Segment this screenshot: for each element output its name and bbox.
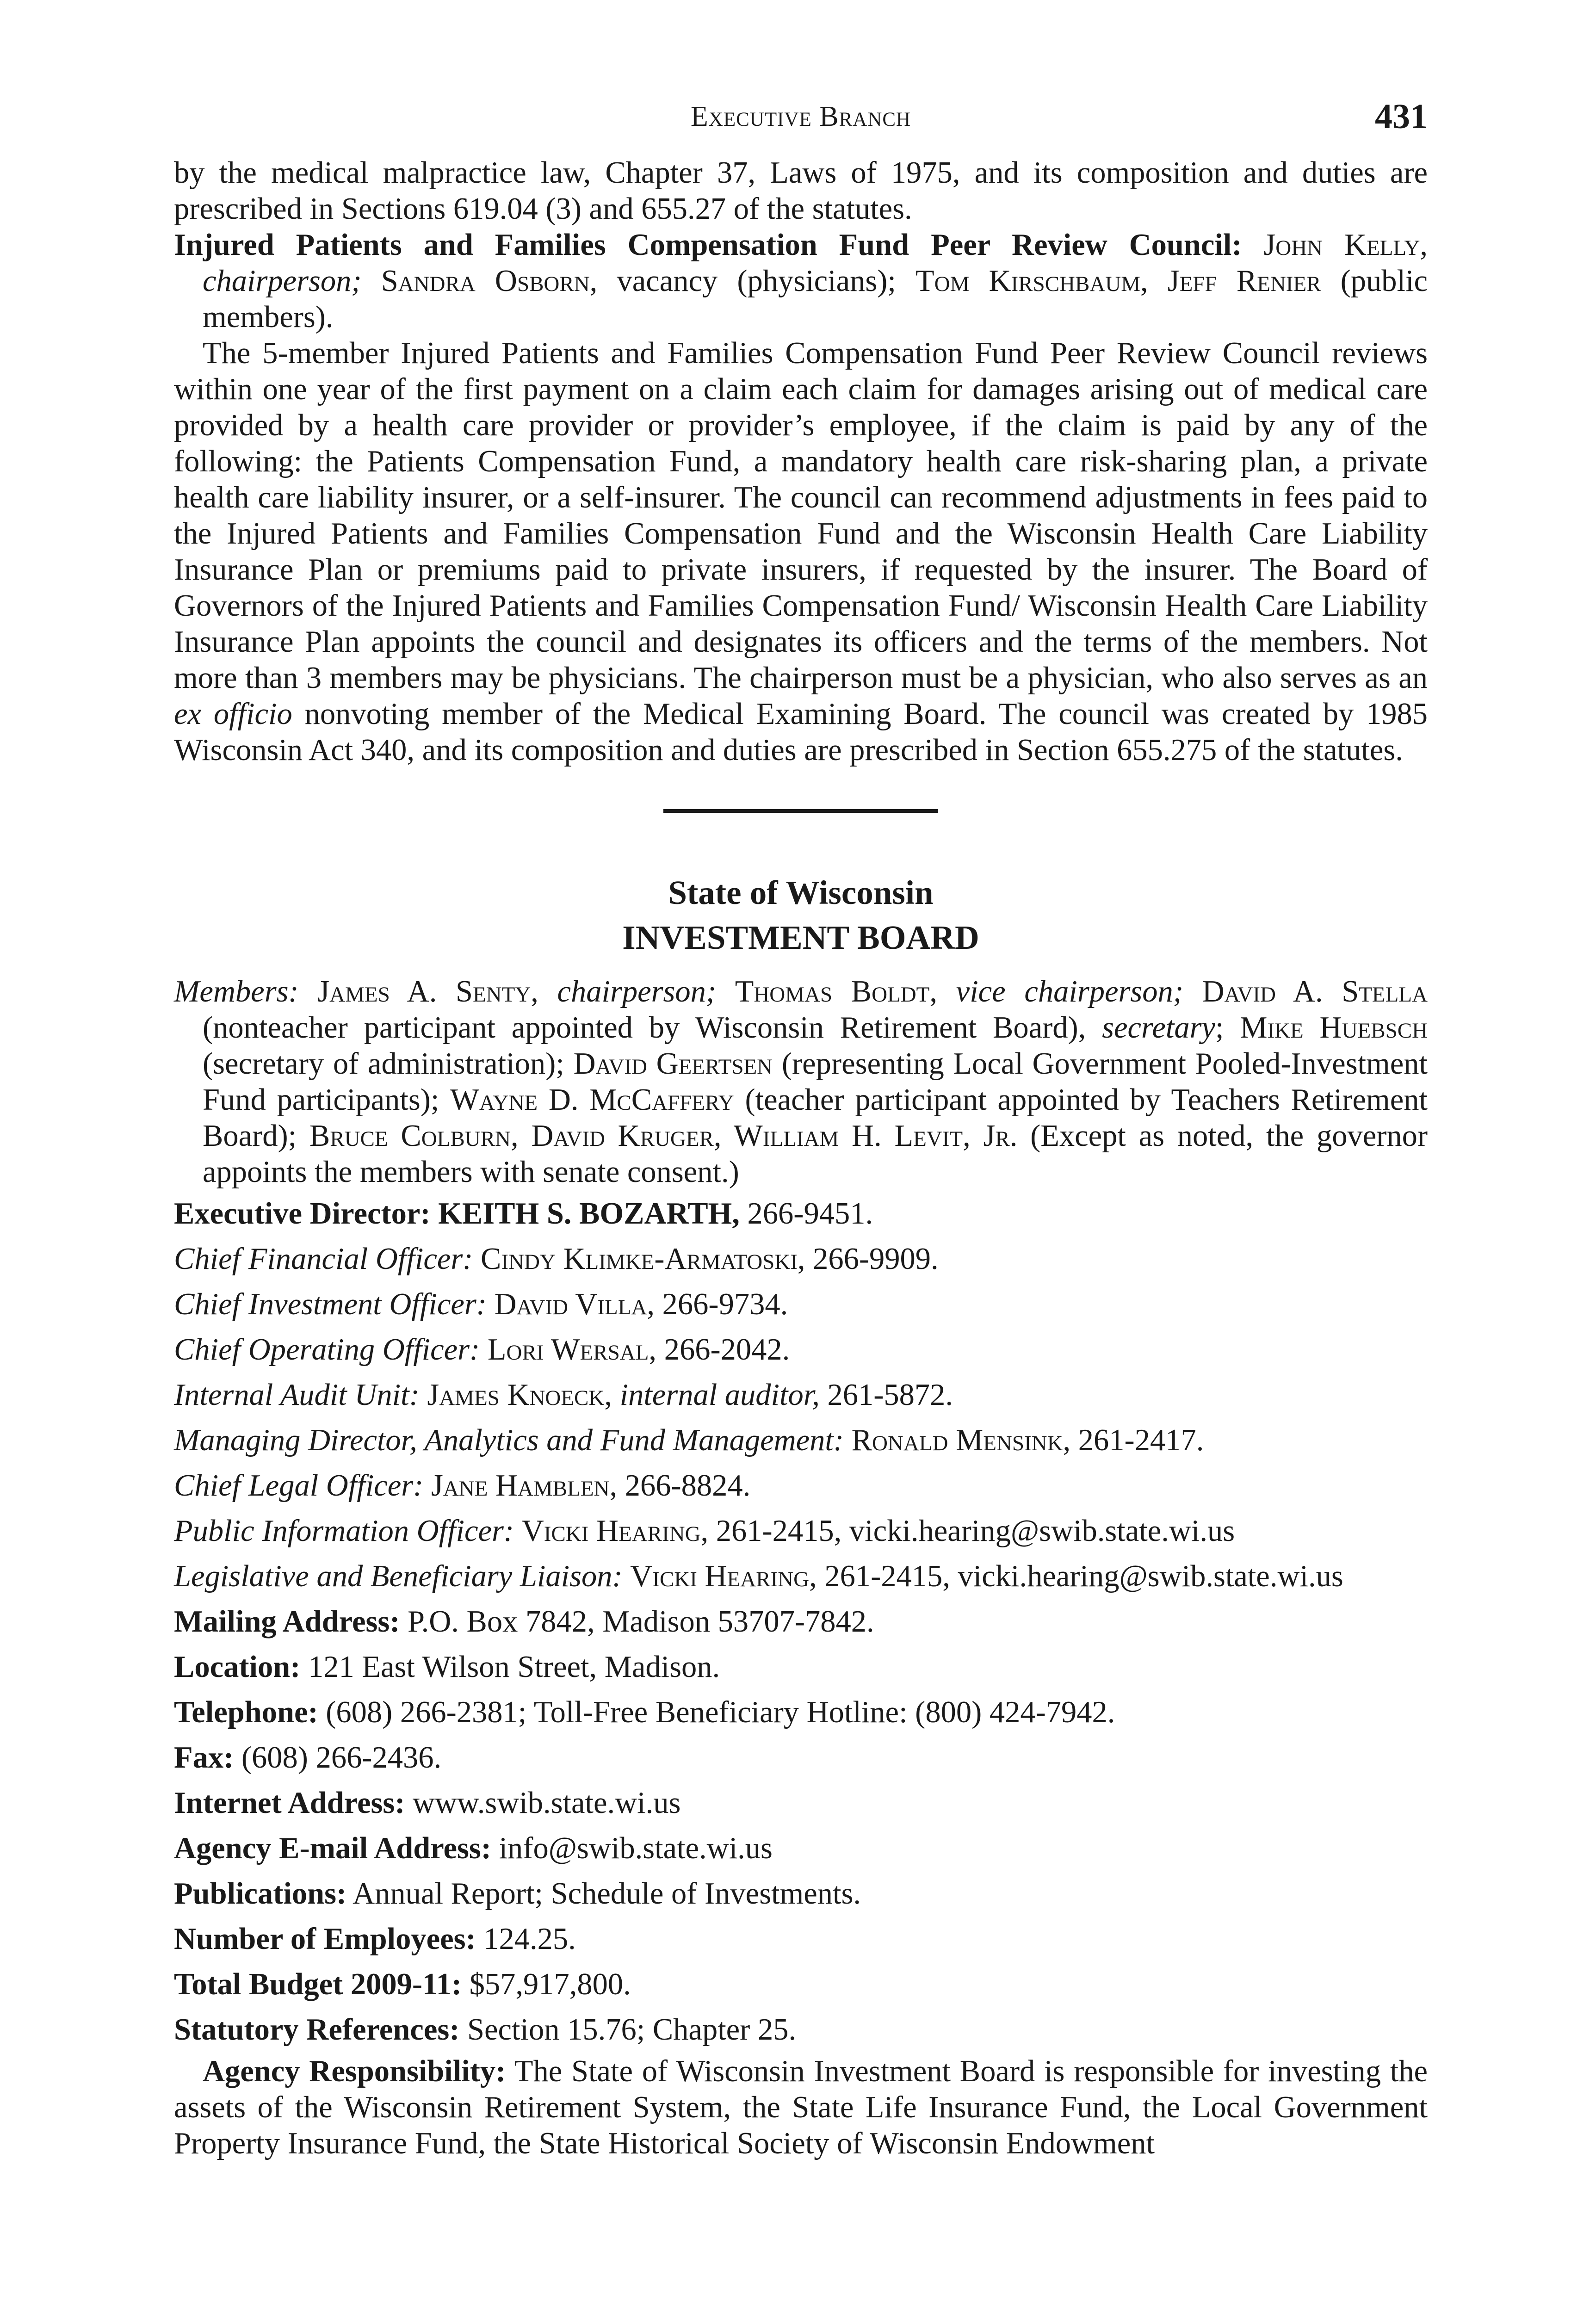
member-2-role: vice chairperson; [956, 975, 1183, 1008]
officer-name: Lori Wersal, [487, 1333, 657, 1367]
officer-detail: 266-9909. [813, 1242, 939, 1276]
title-line-2: INVESTMENT BOARD [622, 919, 979, 956]
contact-row [174, 1831, 1428, 1867]
contact-value: (608) 266-2436. [241, 1741, 442, 1775]
officer-name: Jane Hamblen, [431, 1469, 618, 1503]
agency-responsibility [174, 2053, 1428, 2162]
public-members: Tom Kirschbaum, Jeff Renier [916, 264, 1321, 298]
officer-name: Vicki Hearing, [521, 1514, 709, 1548]
contact-row [174, 1876, 1428, 1912]
officer-detail: 261-2415, vicki.hearing@swib.state.wi.us [824, 1559, 1343, 1593]
member-6-note: (teacher participant appointed by Teachers Retirement Board); [203, 1083, 1428, 1153]
member-1-role: chairperson; [557, 975, 717, 1008]
contact-row [174, 1921, 1428, 1957]
contact-label: Total Budget 2009-11: [174, 1967, 462, 2001]
contact-label: Internet Address: [174, 1786, 405, 1820]
contact-value: Annual Report; Schedule of Investments. [353, 1877, 861, 1911]
peer-review-heading: Injured Patients and Families Compensation Fund Peer Review Council: [174, 228, 1242, 262]
page [174, 90, 1428, 2162]
contact-row [174, 1649, 1428, 1685]
member-name: Sandra Osborn, [381, 264, 598, 298]
responsibility-text: The State of Wisconsin Investment Board is responsible for investing the assets of the Wisconsin Retirement System, the State Life Insurance Fund, the Local Government Property Insurance Fund, the State Historical Society of Wisconsin Endowment [174, 2054, 1428, 2160]
intro-paragraph: by the medical malpractice law, Chapter 37, Laws of 1975, and its composition and duties are prescribed in Sections 619.04 (3) and 655.27 of the statutes. [174, 156, 1428, 226]
exec-label: Executive Director: KEITH S. BOZARTH, [174, 1197, 740, 1231]
contact-row [174, 1785, 1428, 1821]
member-5-note: (representing Local Government Pooled-Investment Fund participants); [203, 1047, 1428, 1117]
executive-director [174, 1196, 1428, 1232]
officer-row [174, 1558, 1428, 1595]
contact-value: Section 15.76; Chapter 25. [467, 2013, 797, 2047]
description-text-1: The 5-member Injured Patients and Families Compensation Fund Peer Review Council reviews within one year of the first payment on a claim each claim for damages arising out of medical care provided by a health care provider or provider’s employee, if the claim is paid by any of the following: the Patients Compensation Fund, a mandatory health care risk-sharing plan, a private health care liability insurer, or a self-insurer. The council can recommend adjustments in fees paid to the Injured Patients and Families Compensation Fund and the Wisconsin Health Care Liability Insurance Plan or premiums paid to private insurers, if requested by the insurer. The Board of Governors of the Injured Patients and Families Compensation Fund/ Wisconsin Health Care Liability Insurance Plan appoints the council and designates its officers and the terms of the members. Not more than 3 members may be physicians. The chairperson must be a physician, who also serves as an [174, 336, 1428, 695]
responsibility-label: Agency Responsibility: [203, 2054, 506, 2088]
member-1-name: James A. Senty, [317, 975, 538, 1008]
exec-phone: 266-9451. [747, 1197, 873, 1231]
title-line-1: State of Wisconsin [668, 874, 934, 911]
officer-row [174, 1513, 1428, 1549]
member-6-name: Wayne D. McCaffery [450, 1083, 734, 1117]
contact-value: info@swib.state.wi.us [499, 1831, 773, 1865]
officer-title: Internal Audit Unit: [174, 1378, 420, 1412]
member-3-name: David A. Stella [1202, 975, 1428, 1008]
officer-role: internal auditor, [619, 1378, 820, 1412]
officer-row [174, 1286, 1428, 1323]
contact-label: Telephone: [174, 1695, 318, 1729]
officer-title: Chief Operating Officer: [174, 1333, 480, 1367]
officer-detail: 266-8824. [625, 1469, 751, 1503]
contact-value: P.O. Box 7842, Madison 53707-7842. [407, 1605, 874, 1639]
officer-title: Chief Investment Officer: [174, 1287, 487, 1321]
officer-name: James Knoeck, [427, 1378, 612, 1412]
page-number: 431 [1375, 97, 1428, 136]
officer-row [174, 1332, 1428, 1368]
officer-detail: 261-2415, vicki.hearing@swib.state.wi.us [716, 1514, 1235, 1548]
board-members [174, 974, 1428, 1190]
member-4-name: Mike Huebsch [1240, 1011, 1428, 1045]
officer-name: Vicki Hearing, [630, 1559, 817, 1593]
public-label: (public members). [203, 264, 1428, 334]
officer-detail: 266-9734. [662, 1287, 788, 1321]
contact-value: 121 East Wilson Street, Madison. [308, 1650, 720, 1684]
separator: ; [1215, 1011, 1224, 1045]
contact-row [174, 1740, 1428, 1776]
members-label: Members: [174, 975, 299, 1008]
member-7-names: Bruce Colburn, David Kruger, William H. Levit, Jr. [309, 1119, 1018, 1153]
contact-label: Agency E-mail Address: [174, 1831, 491, 1865]
member-3-note: (nonteacher participant appointed by Wisconsin Retirement Board), [203, 1011, 1086, 1045]
officer-title: Chief Financial Officer: [174, 1242, 473, 1276]
officer-detail: 266-2042. [664, 1333, 790, 1367]
officer-detail: 261-2417. [1078, 1423, 1204, 1457]
peer-review-description [174, 335, 1428, 768]
officer-row [174, 1377, 1428, 1413]
contact-value: www.swib.state.wi.us [413, 1786, 681, 1820]
chair-name: John Kelly, [1263, 228, 1428, 262]
chair-role: chairperson; [203, 264, 362, 298]
officer-row [174, 1241, 1428, 1277]
contact-value: (608) 266-2381; Toll-Free Beneficiary Hotline: (800) 424-7942. [326, 1695, 1115, 1729]
section-title [174, 870, 1428, 960]
peer-review-listing [174, 227, 1428, 335]
contact-label: Statutory References: [174, 2013, 460, 2047]
members-note: (Except as noted, the governor appoints the members with senate consent.) [203, 1119, 1428, 1189]
member-4-note: (secretary of administration); [203, 1047, 564, 1081]
description-text-2: nonvoting member of the Medical Examining Board. The council was created by 1985 Wisconsin Act 340, and its composition and duties are prescribed in Section 655.275 of the statutes. [174, 697, 1428, 767]
member-rest: vacancy (physicians); [617, 264, 896, 298]
section-divider [663, 809, 938, 813]
contact-value: 124.25. [483, 1922, 576, 1956]
contact-row [174, 1695, 1428, 1731]
officer-title: Legislative and Beneficiary Liaison: [174, 1559, 623, 1593]
contact-row [174, 1967, 1428, 2003]
contact-label: Fax: [174, 1741, 234, 1775]
officer-detail: 261-5872. [827, 1378, 953, 1412]
officer-title: Public Information Officer: [174, 1514, 514, 1548]
officer-name: David Villa, [494, 1287, 655, 1321]
page-header [174, 90, 1428, 155]
officer-title: Managing Director, Analytics and Fund Management: [174, 1423, 844, 1457]
contact-row [174, 2012, 1428, 2048]
contact-label: Mailing Address: [174, 1605, 400, 1639]
contact-value: $57,917,800. [469, 1967, 631, 2001]
officer-name: Cindy Klimke-Armatoski, [481, 1242, 805, 1276]
description-italic: ex officio [174, 697, 292, 731]
member-5-name: David Geertsen [573, 1047, 773, 1081]
running-head: Executive Branch [690, 101, 911, 132]
officer-row [174, 1468, 1428, 1504]
officer-row [174, 1422, 1428, 1459]
contact-row [174, 1604, 1428, 1640]
contact-label: Publications: [174, 1877, 347, 1911]
officer-name: Ronald Mensink, [851, 1423, 1071, 1457]
contact-label: Number of Employees: [174, 1922, 476, 1956]
contact-label: Location: [174, 1650, 301, 1684]
officer-title: Chief Legal Officer: [174, 1469, 424, 1503]
member-2-name: Thomas Boldt, [735, 975, 938, 1008]
member-3-role: secretary [1102, 1011, 1216, 1045]
